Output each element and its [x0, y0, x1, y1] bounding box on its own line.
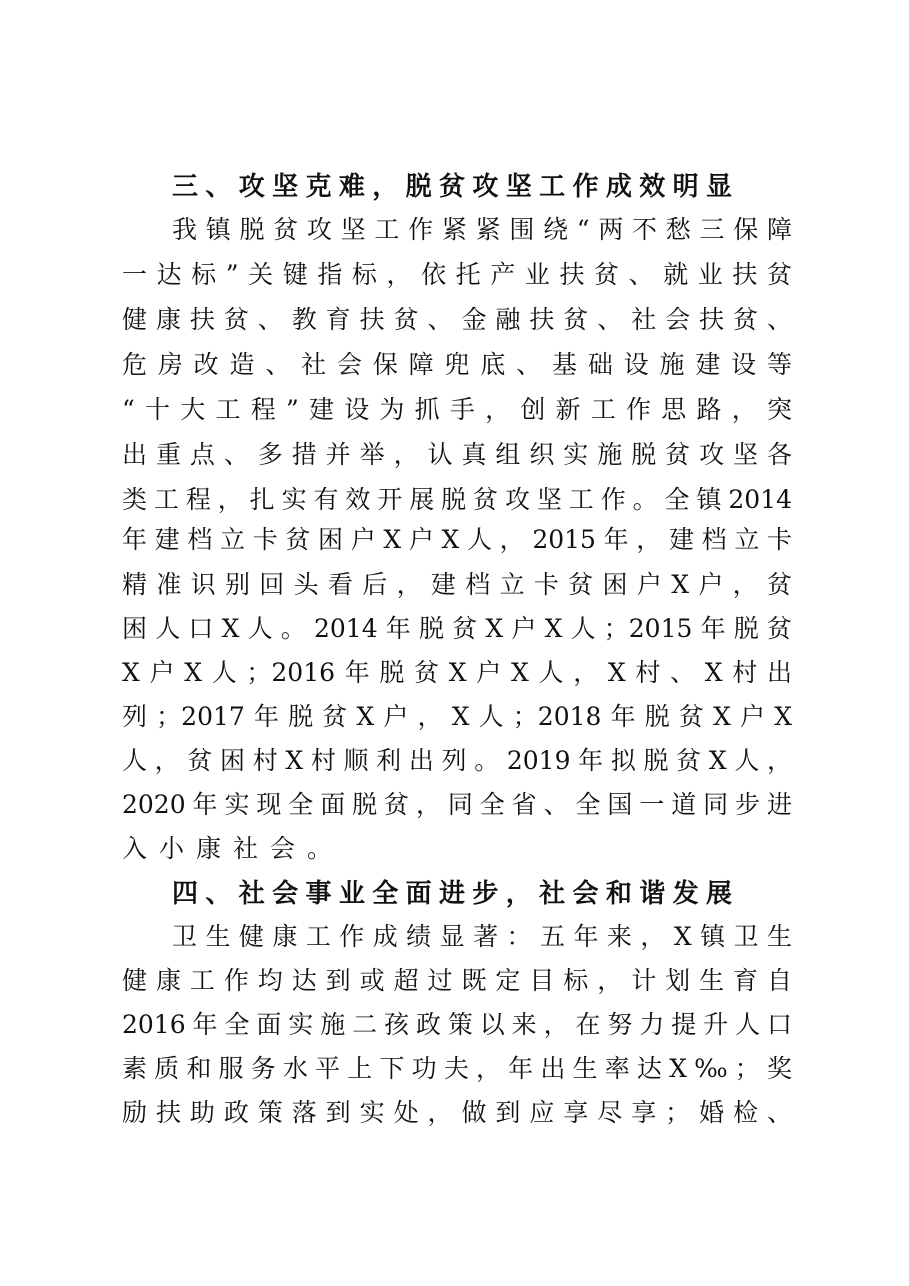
paragraph-line: 2020年实现全面脱贫，同全省、全国一道同步进 — [122, 790, 792, 819]
paragraph-line: 困人口X人。2014年脱贫X户X人；2015年脱贫 — [122, 614, 792, 643]
paragraph-line: 危房改造、社会保障兜底、基础设施建设等 — [122, 350, 792, 379]
paragraph-line: 励扶助政策落到实处，做到应享尽享；婚检、 — [122, 1098, 792, 1127]
paragraph-line: 入小康社会。 — [122, 834, 345, 863]
paragraph-line: X户X人；2016年脱贫X户X人，X村、X村出 — [122, 658, 792, 687]
section-heading-3: 三、攻坚克难，脱贫攻坚工作成效明显 — [172, 172, 732, 202]
paragraph-line: 健康工作均达到或超过既定目标，计划生育自 — [122, 966, 792, 995]
paragraph-line: 素质和服务水平上下功夫，年出生率达X‰；奖 — [122, 1054, 792, 1083]
paragraph-line: 精准识别回头看后，建档立卡贫困户X户，贫 — [122, 570, 792, 599]
paragraph-line: 健康扶贫、教育扶贫、金融扶贫、社会扶贫、 — [122, 305, 792, 334]
paragraph-line: 2016年全面实施二孩政策以来，在努力提升人口 — [122, 1010, 792, 1039]
paragraph-line: 一达标”关键指标，依托产业扶贫、就业扶贫 — [122, 260, 792, 289]
paragraph-line: “十大工程”建设为抓手，创新工作思路，突 — [122, 395, 792, 424]
paragraph-line: 人，贫困村X村顺利出列。2019年拟脱贫X人， — [122, 746, 792, 775]
paragraph-line: 类工程，扎实有效开展脱贫攻坚工作。全镇2014 — [122, 485, 792, 514]
section-heading-4: 四、社会事业全面进步，社会和谐发展 — [172, 879, 732, 909]
paragraph-line: 列；2017年脱贫X户，X人；2018年脱贫X户X — [122, 702, 792, 731]
paragraph-line: 卫生健康工作成绩显著：五年来，X镇卫生 — [172, 922, 792, 951]
paragraph-line: 年建档立卡贫困户X户X人，2015年，建档立卡 — [122, 525, 792, 554]
paragraph-line: 我镇脱贫攻坚工作紧紧围绕“两不愁三保障 — [172, 215, 792, 244]
paragraph-line: 出重点、多措并举，认真组织实施脱贫攻坚各 — [122, 440, 792, 469]
